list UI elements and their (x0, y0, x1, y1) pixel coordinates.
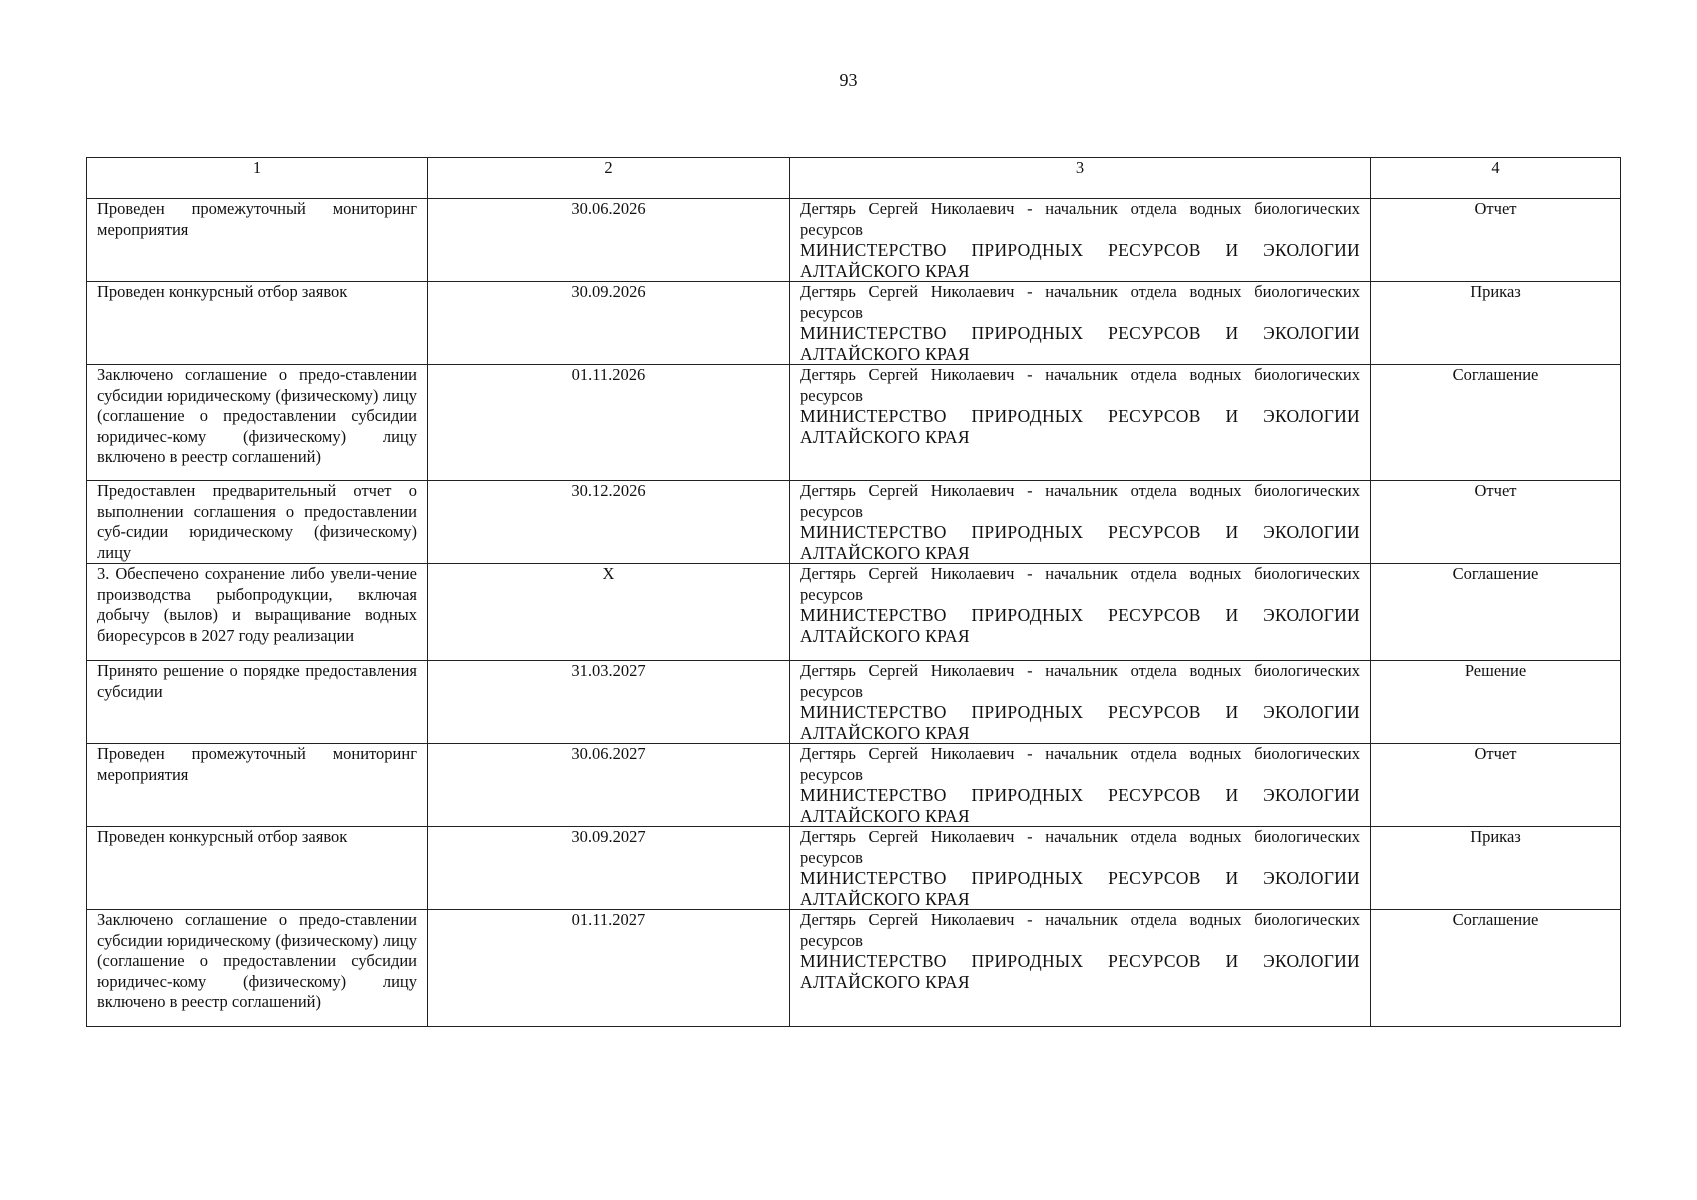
event-name-cell: Проведен промежуточный мониторинг мероприятия (87, 199, 428, 282)
deadline-date-cell: 30.09.2026 (428, 282, 790, 365)
deadline-date-cell: 30.06.2027 (428, 744, 790, 827)
table-row (87, 481, 1621, 564)
responsible-person: Дегтярь Сергей Николаевич - начальник отдела водных биологических ресурсов (800, 564, 1360, 604)
responsible-organization: МИНИСТЕРСТВО ПРИРОДНЫХ РЕСУРСОВ И ЭКОЛОГИИ АЛТАЙСКОГО КРАЯ (800, 702, 1360, 743)
document-type-cell: Соглашение (1371, 365, 1621, 481)
responsible-person: Дегтярь Сергей Николаевич - начальник отдела водных биологических ресурсов (800, 199, 1360, 239)
table-row (87, 564, 1621, 661)
document-type-cell: Приказ (1371, 827, 1621, 910)
table-row (87, 827, 1621, 910)
responsible-organization: МИНИСТЕРСТВО ПРИРОДНЫХ РЕСУРСОВ И ЭКОЛОГИИ АЛТАЙСКОГО КРАЯ (800, 522, 1360, 563)
column-number-header: 3 (790, 158, 1371, 199)
column-number-header: 1 (87, 158, 428, 199)
document-type-cell: Соглашение (1371, 564, 1621, 661)
responsible-person: Дегтярь Сергей Николаевич - начальник отдела водных биологических ресурсов (800, 910, 1360, 950)
responsible-organization: МИНИСТЕРСТВО ПРИРОДНЫХ РЕСУРСОВ И ЭКОЛОГИИ АЛТАЙСКОГО КРАЯ (800, 951, 1360, 992)
responsible-organization: МИНИСТЕРСТВО ПРИРОДНЫХ РЕСУРСОВ И ЭКОЛОГИИ АЛТАЙСКОГО КРАЯ (800, 240, 1360, 281)
responsible-cell (790, 564, 1371, 661)
event-name-cell: Заключено соглашение о предо-ставлении субсидии юридическому (физическому) лицу (соглашение о предоставлении субсидии юридичес-кому (физическому) лицу включено в реестр соглашений) (87, 910, 428, 1027)
responsible-cell (790, 744, 1371, 827)
responsible-person: Дегтярь Сергей Николаевич - начальник отдела водных биологических ресурсов (800, 282, 1360, 322)
table-row (87, 365, 1621, 481)
control-points-table (86, 157, 1621, 1027)
document-type-cell: Решение (1371, 661, 1621, 744)
responsible-cell (790, 910, 1371, 1027)
table-row (87, 744, 1621, 827)
table-row (87, 199, 1621, 282)
responsible-cell (790, 282, 1371, 365)
column-number-header: 2 (428, 158, 790, 199)
document-type-cell: Отчет (1371, 481, 1621, 564)
table-row (87, 282, 1621, 365)
responsible-person: Дегтярь Сергей Николаевич - начальник отдела водных биологических ресурсов (800, 827, 1360, 867)
event-name-cell: 3. Обеспечено сохранение либо увели-чение производства рыбопродукции, включая добычу (вылов) и выращивание водных биоресурсов в 2027 году реализации (87, 564, 428, 661)
responsible-cell (790, 199, 1371, 282)
event-name-cell: Проведен конкурсный отбор заявок (87, 282, 428, 365)
deadline-date-cell: 30.12.2026 (428, 481, 790, 564)
event-name-cell: Предоставлен предварительный отчет о выполнении соглашения о предоставлении суб-сидии юридическому (физическому) лицу (87, 481, 428, 564)
responsible-person: Дегтярь Сергей Николаевич - начальник отдела водных биологических ресурсов (800, 481, 1360, 521)
document-type-cell: Приказ (1371, 282, 1621, 365)
responsible-organization: МИНИСТЕРСТВО ПРИРОДНЫХ РЕСУРСОВ И ЭКОЛОГИИ АЛТАЙСКОГО КРАЯ (800, 868, 1360, 909)
document-type-cell: Отчет (1371, 199, 1621, 282)
responsible-cell (790, 365, 1371, 481)
responsible-organization: МИНИСТЕРСТВО ПРИРОДНЫХ РЕСУРСОВ И ЭКОЛОГИИ АЛТАЙСКОГО КРАЯ (800, 785, 1360, 826)
responsible-cell (790, 481, 1371, 564)
responsible-organization: МИНИСТЕРСТВО ПРИРОДНЫХ РЕСУРСОВ И ЭКОЛОГИИ АЛТАЙСКОГО КРАЯ (800, 406, 1360, 447)
table-row (87, 661, 1621, 744)
deadline-date-cell: 30.09.2027 (428, 827, 790, 910)
event-name-cell: Проведен конкурсный отбор заявок (87, 827, 428, 910)
deadline-date-cell: 01.11.2027 (428, 910, 790, 1027)
responsible-organization: МИНИСТЕРСТВО ПРИРОДНЫХ РЕСУРСОВ И ЭКОЛОГИИ АЛТАЙСКОГО КРАЯ (800, 323, 1360, 364)
responsible-cell (790, 827, 1371, 910)
responsible-person: Дегтярь Сергей Николаевич - начальник отдела водных биологических ресурсов (800, 744, 1360, 784)
deadline-date-cell: 01.11.2026 (428, 365, 790, 481)
document-type-cell: Соглашение (1371, 910, 1621, 1027)
deadline-date-cell: 31.03.2027 (428, 661, 790, 744)
event-name-cell: Проведен промежуточный мониторинг мероприятия (87, 744, 428, 827)
event-name-cell: Принято решение о порядке предоставления субсидии (87, 661, 428, 744)
deadline-date-cell: 30.06.2026 (428, 199, 790, 282)
event-name-cell: Заключено соглашение о предо-ставлении субсидии юридическому (физическому) лицу (соглашение о предоставлении субсидии юридичес-кому (физическому) лицу включено в реестр соглашений) (87, 365, 428, 481)
table-header-row (87, 158, 1621, 199)
responsible-person: Дегтярь Сергей Николаевич - начальник отдела водных биологических ресурсов (800, 661, 1360, 701)
responsible-person: Дегтярь Сергей Николаевич - начальник отдела водных биологических ресурсов (800, 365, 1360, 405)
column-number-header: 4 (1371, 158, 1621, 199)
responsible-cell (790, 661, 1371, 744)
page-number: 93 (839, 70, 858, 90)
document-type-cell: Отчет (1371, 744, 1621, 827)
responsible-organization: МИНИСТЕРСТВО ПРИРОДНЫХ РЕСУРСОВ И ЭКОЛОГИИ АЛТАЙСКОГО КРАЯ (800, 605, 1360, 646)
deadline-date-cell: X (428, 564, 790, 661)
table-row (87, 910, 1621, 1027)
